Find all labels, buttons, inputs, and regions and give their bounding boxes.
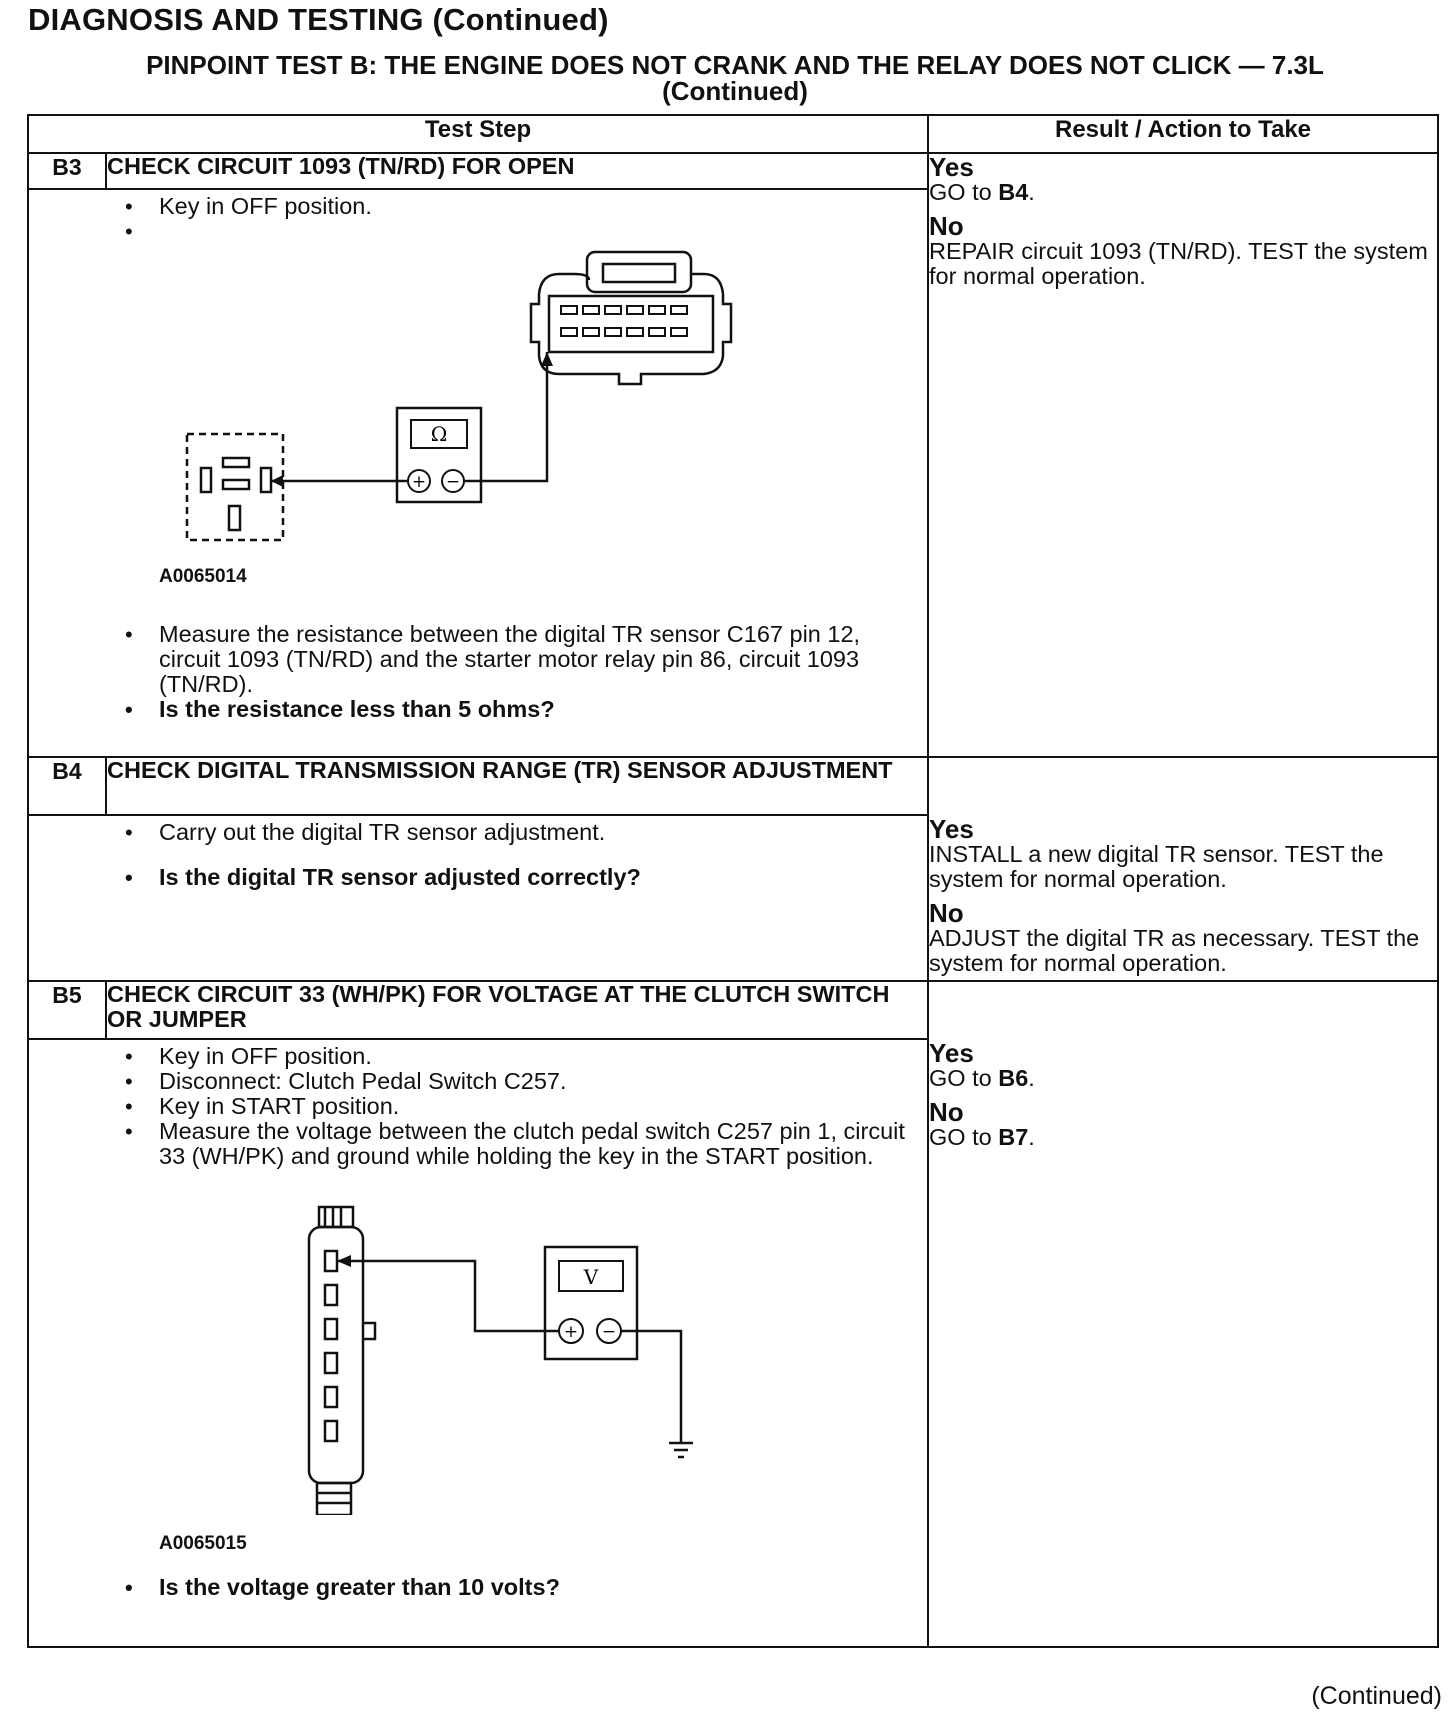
probe-arrow-icon bbox=[541, 352, 553, 366]
goto-target: B7 bbox=[998, 1124, 1029, 1150]
step-b3-body bbox=[28, 189, 928, 757]
svg-text:+: + bbox=[411, 472, 427, 492]
page-heading: DIAGNOSIS AND TESTING (Continued) bbox=[28, 2, 609, 37]
clutch-switch-connector-icon bbox=[309, 1207, 375, 1515]
test-title-continued: (Continued) bbox=[662, 76, 808, 106]
step-b5-bullets bbox=[29, 1044, 927, 1169]
tr-sensor-resistance-diagram bbox=[29, 244, 929, 604]
test-step-header: Test Step bbox=[28, 115, 928, 153]
svg-text:−: − bbox=[601, 1322, 617, 1342]
step-id: B4 bbox=[28, 757, 106, 815]
step-b5-title-row bbox=[28, 981, 1438, 1039]
yes-label: Yes bbox=[929, 1038, 974, 1068]
no-label: No bbox=[929, 1097, 964, 1127]
step-b3-title-row bbox=[28, 153, 1438, 189]
step-b4-body bbox=[28, 815, 928, 981]
step-b3-bullets-after bbox=[29, 622, 927, 722]
tr-sensor-connector-icon bbox=[531, 252, 731, 384]
question-item: • Is the resistance less than 5 ohms? bbox=[119, 697, 927, 722]
no-action: ADJUST the digital TR as necessary. TEST the system for normal operation. bbox=[929, 925, 1420, 976]
figure-label: A0065015 bbox=[159, 1533, 247, 1554]
test-title-line1: PINPOINT TEST B: THE ENGINE DOES NOT CRANK AND THE RELAY DOES NOT CLICK — 7.3L bbox=[146, 50, 1324, 80]
goto-target: B4 bbox=[998, 179, 1029, 205]
question-item: • Is the digital TR sensor adjusted correctly? bbox=[119, 865, 927, 890]
ground-icon bbox=[669, 1443, 693, 1457]
connector-pin-row bbox=[561, 306, 687, 336]
meter-symbol: V bbox=[583, 1265, 599, 1289]
no-label: No bbox=[929, 211, 964, 241]
goto-target: B6 bbox=[998, 1065, 1029, 1091]
svg-text:+: + bbox=[563, 1322, 579, 1342]
yes-action: GO to B4. bbox=[929, 179, 1035, 205]
step-b3-result bbox=[928, 153, 1438, 757]
yes-label: Yes bbox=[929, 152, 974, 182]
step-id: B5 bbox=[28, 981, 106, 1039]
ohmmeter-icon bbox=[397, 408, 481, 502]
step-b3-bullets bbox=[29, 194, 927, 244]
list-item: • Key in OFF position. bbox=[119, 194, 927, 219]
step-b4-bullets bbox=[29, 820, 927, 890]
probe-arrow-icon bbox=[337, 1255, 351, 1267]
figure-label: A0065014 bbox=[159, 566, 247, 587]
no-action: GO to B7. bbox=[929, 1124, 1035, 1150]
continued-footer: (Continued) bbox=[1311, 1682, 1442, 1710]
table-header-row bbox=[28, 115, 1438, 153]
step-id: B3 bbox=[28, 153, 106, 189]
pinpoint-test-title bbox=[30, 52, 1440, 104]
list-item: • Key in OFF position. bbox=[119, 1044, 927, 1069]
step-b5-result bbox=[928, 981, 1438, 1647]
meter-symbol: Ω bbox=[430, 422, 448, 446]
step-title: CHECK DIGITAL TRANSMISSION RANGE (TR) SENSOR ADJUSTMENT bbox=[106, 757, 928, 815]
step-b5-body bbox=[28, 1039, 928, 1647]
list-item: • Carry out the digital TR sensor adjustment. bbox=[119, 820, 927, 845]
probe-arrow-icon bbox=[271, 475, 283, 487]
starter-relay-icon bbox=[187, 434, 283, 540]
question-item: • Is the voltage greater than 10 volts? bbox=[119, 1575, 927, 1600]
list-item: • Measure the voltage between the clutch pedal switch C257 pin 1, circuit 33 (WH/PK) and ground while holding the key in the START position. bbox=[119, 1119, 927, 1169]
step-b4-title-row bbox=[28, 757, 1438, 815]
no-action: REPAIR circuit 1093 (TN/RD). TEST the system for normal operation. bbox=[929, 238, 1428, 289]
list-item bbox=[119, 219, 927, 244]
yes-action: GO to B6. bbox=[929, 1065, 1035, 1091]
list-item: • Disconnect: Clutch Pedal Switch C257. bbox=[119, 1069, 927, 1094]
step-b4-result bbox=[928, 757, 1438, 981]
step-title: CHECK CIRCUIT 33 (WH/PK) FOR VOLTAGE AT THE CLUTCH SWITCH OR JUMPER bbox=[106, 981, 928, 1039]
step-b5-bullets-after bbox=[29, 1575, 927, 1600]
step-title: CHECK CIRCUIT 1093 (TN/RD) FOR OPEN bbox=[106, 153, 928, 189]
pinpoint-test-table bbox=[27, 114, 1439, 1648]
result-header: Result / Action to Take bbox=[928, 115, 1438, 153]
yes-label: Yes bbox=[929, 814, 974, 844]
voltmeter-icon bbox=[545, 1247, 637, 1359]
clutch-switch-voltage-diagram bbox=[29, 1205, 929, 1515]
svg-text:−: − bbox=[445, 472, 461, 492]
list-item: • Key in START position. bbox=[119, 1094, 927, 1119]
no-label: No bbox=[929, 898, 964, 928]
list-item: • Measure the resistance between the digital TR sensor C167 pin 12, circuit 1093 (TN/RD) and the starter motor relay pin 86, circuit 1093 (TN/RD). bbox=[119, 622, 927, 697]
yes-action: INSTALL a new digital TR sensor. TEST the system for normal operation. bbox=[929, 841, 1384, 892]
